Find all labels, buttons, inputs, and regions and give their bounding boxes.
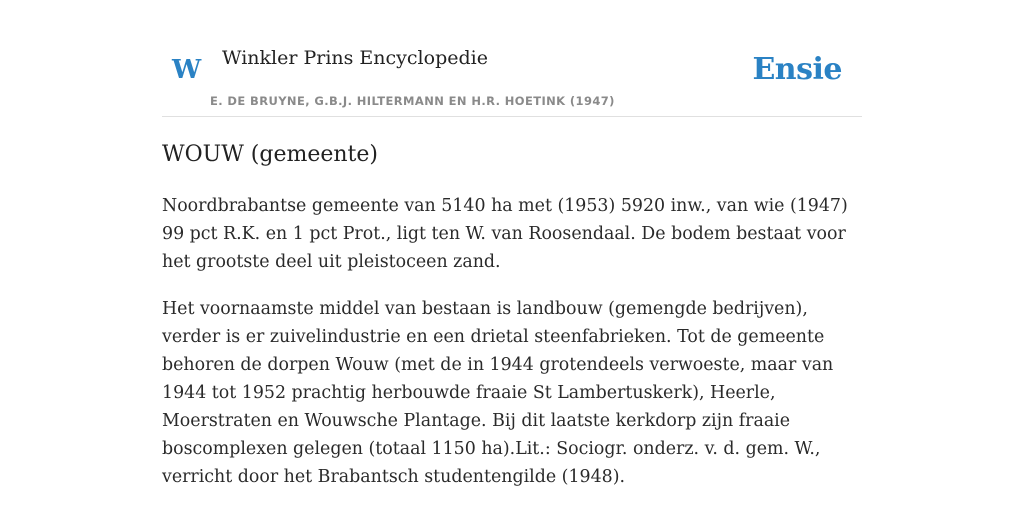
entry-body xyxy=(162,192,864,510)
header xyxy=(162,40,862,117)
entry-title: WOUW (gemeente) xyxy=(162,142,378,167)
book-authors: E. DE BRUYNE, G.B.J. HILTERMANN EN H.R. HOETINK (1947) xyxy=(210,94,615,108)
entry-paragraph: Noordbrabantse gemeente van 5140 ha met (1953) 5920 inw., van wie (1947) 99 pct R.K. en 1 pct Prot., ligt ten W. van Roosendaal. De bodem bestaat voor het grootste deel uit pleistoceen zand. xyxy=(162,196,848,272)
ensie-logo[interactable]: Ensie xyxy=(752,52,842,87)
book-title[interactable]: Winkler Prins Encyclopedie xyxy=(222,47,488,69)
winkler-prins-logo[interactable]: W xyxy=(172,55,202,85)
entry-paragraph: Het voornaamste middel van bestaan is landbouw (gemengde bedrijven), verder is er zuivelindustrie en een drietal steenfabrieken. Tot de gemeente behoren de dorpen Wouw (met de in 1944 grotendeels verwoeste, maar van 1944 tot 1952 prachtig herbouwde fraaie St Lambertuskerk), Heerle, Moerstraten en Wouwsche Plantage. Bij dit laatste kerkdorp zijn fraaie boscomplexen gelegen (totaal 1150 ha).Lit.: Sociogr. onderz. v. d. gem. W., verricht door het Brabantsch studentengilde (1948). xyxy=(162,299,834,487)
